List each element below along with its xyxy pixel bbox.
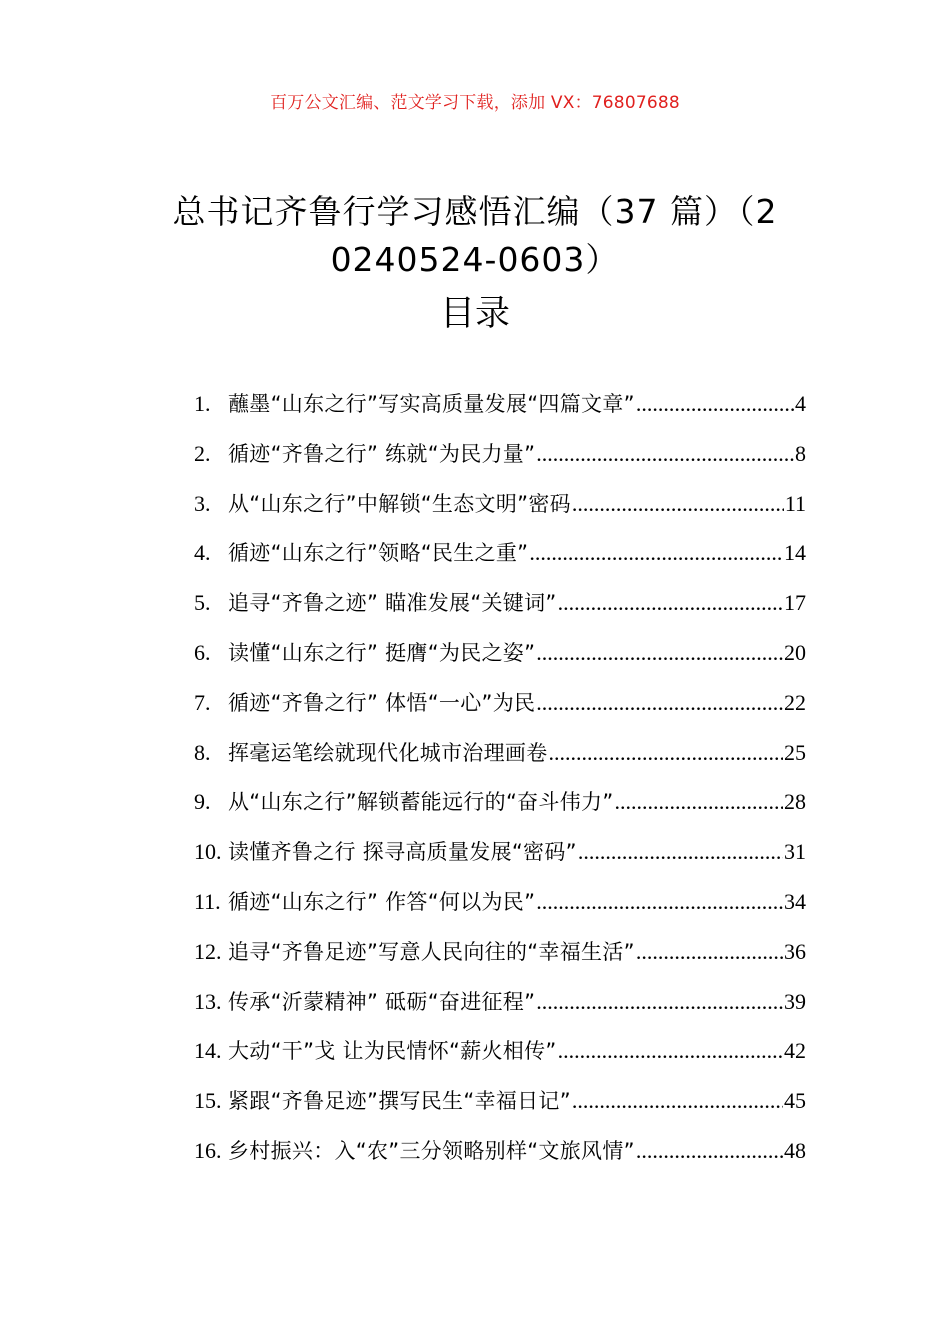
title-line-2: 0240524-0603）	[330, 240, 620, 279]
toc-leader-dots	[558, 1038, 783, 1064]
toc-entry-title: 大动“干”戈 让为民情怀“薪火相传”	[228, 1039, 557, 1064]
toc-entry-number: 12.	[194, 938, 222, 964]
toc-entry-page: 45	[784, 1088, 806, 1114]
toc-leader-dots	[615, 789, 783, 815]
toc-entry[interactable]	[194, 1035, 806, 1085]
toc-entry[interactable]	[194, 438, 806, 488]
toc-entry[interactable]	[194, 687, 806, 737]
toc-entry-number: 10.	[194, 839, 222, 865]
toc-leader-dots	[636, 1138, 783, 1164]
toc-leader-dots	[536, 889, 783, 915]
toc-leader-dots	[636, 391, 794, 417]
toc-entry[interactable]	[194, 1085, 806, 1135]
toc-entry-page: 17	[784, 590, 806, 616]
toc-entry-page: 39	[784, 988, 806, 1014]
toc-entry[interactable]	[194, 537, 806, 587]
toc-entry-title: 循迹“山东之行”领略“民生之重”	[228, 541, 529, 566]
toc-entry-title: 循迹“山东之行” 作答“何以为民”	[228, 889, 536, 914]
toc-entry-page: 48	[784, 1137, 806, 1163]
toc-entry[interactable]	[194, 737, 806, 787]
toc-leader-dots	[636, 939, 783, 965]
toc-entry-number: 2.	[194, 440, 211, 466]
toc-leader-dots	[549, 740, 784, 766]
toc-entry-page: 34	[784, 888, 806, 914]
toc-entry-number: 4.	[194, 540, 211, 566]
toc-entry-title: 循迹“齐鲁之行” 体悟“一心”为民	[228, 690, 536, 715]
toc-entry-title: 从“山东之行”解锁蓄能远行的“奋斗伟力”	[228, 790, 614, 815]
document-title	[135, 188, 815, 284]
toc-entry-page: 25	[784, 739, 806, 765]
toc-entry-number: 6.	[194, 639, 211, 665]
toc-entry-title: 乡村振兴：入“农”三分领略别样“文旅风情”	[228, 1138, 635, 1163]
table-of-contents	[194, 388, 806, 1185]
toc-entry-title: 追寻“齐鲁足迹”写意人民向往的“幸福生活”	[228, 939, 635, 964]
toc-entry[interactable]	[194, 886, 806, 936]
toc-entry-number: 9.	[194, 789, 211, 815]
toc-entry-title: 挥毫运笔绘就现代化城市治理画卷	[228, 740, 548, 765]
toc-leader-dots	[572, 1088, 783, 1114]
toc-leader-dots	[529, 540, 783, 566]
toc-leader-dots	[536, 690, 783, 716]
toc-entry-number: 8.	[194, 739, 211, 765]
toc-entry-title: 读懂“山东之行” 挺膺“为民之姿”	[228, 640, 536, 665]
toc-entry-number: 16.	[194, 1137, 222, 1163]
toc-entry-page: 8	[795, 440, 806, 466]
toc-entry-page: 14	[784, 540, 806, 566]
toc-entry-page: 4	[795, 391, 806, 416]
toc-entry-number: 7.	[194, 689, 211, 715]
toc-entry[interactable]	[194, 836, 806, 886]
toc-entry-title: 蘸墨“山东之行”写实高质量发展“四篇文章”	[228, 392, 635, 416]
toc-entry-page: 20	[784, 639, 806, 665]
toc-entry-page: 31	[784, 839, 806, 865]
toc-leader-dots	[572, 491, 784, 517]
toc-heading: 目录	[439, 294, 510, 334]
toc-entry-number: 3.	[194, 490, 211, 516]
toc-entry[interactable]	[194, 986, 806, 1036]
toc-entry-title: 追寻“齐鲁之迹” 瞄准发展“关键词”	[228, 591, 557, 616]
toc-entry-number: 13.	[194, 988, 222, 1014]
toc-entry-page: 11	[784, 490, 806, 516]
toc-entry-number: 5.	[194, 590, 211, 616]
title-line-1: 总书记齐鲁行学习感悟汇编（37 篇）（2	[172, 192, 778, 231]
toc-entry-number: 1.	[194, 391, 211, 416]
toc-entry[interactable]	[194, 388, 806, 438]
toc-entry-number: 14.	[194, 1038, 222, 1064]
toc-entry-number: 11.	[194, 888, 221, 914]
toc-leader-dots	[558, 590, 783, 616]
toc-entry[interactable]	[194, 1135, 806, 1185]
toc-entry-title: 紧跟“齐鲁足迹”撰写民生“幸福日记”	[228, 1089, 571, 1114]
toc-entry-page: 22	[784, 689, 806, 715]
toc-entry-title: 读懂齐鲁之行 探寻高质量发展“密码”	[228, 840, 577, 865]
toc-entry-page: 42	[784, 1038, 806, 1064]
toc-leader-dots	[536, 989, 783, 1015]
toc-leader-dots	[536, 640, 783, 666]
toc-entry-title: 传承“沂蒙精神” 砥砺“奋进征程”	[228, 989, 536, 1014]
toc-leader-dots	[536, 441, 794, 467]
toc-entry-page: 28	[784, 789, 806, 815]
toc-entry[interactable]	[194, 587, 806, 637]
toc-entry-page: 36	[784, 938, 806, 964]
toc-entry[interactable]	[194, 786, 806, 836]
toc-leader-dots	[578, 839, 783, 865]
toc-entry[interactable]	[194, 488, 806, 538]
toc-entry[interactable]	[194, 936, 806, 986]
toc-entry-title: 从“山东之行”中解锁“生态文明”密码	[228, 491, 571, 516]
toc-entry[interactable]	[194, 637, 806, 687]
toc-entry-number: 15.	[194, 1088, 222, 1114]
watermark-banner: 百万公文汇编、范文学习下载，添加 VX：76807688	[270, 93, 680, 113]
toc-entry-title: 循迹“齐鲁之行” 练就“为民力量”	[228, 441, 536, 466]
